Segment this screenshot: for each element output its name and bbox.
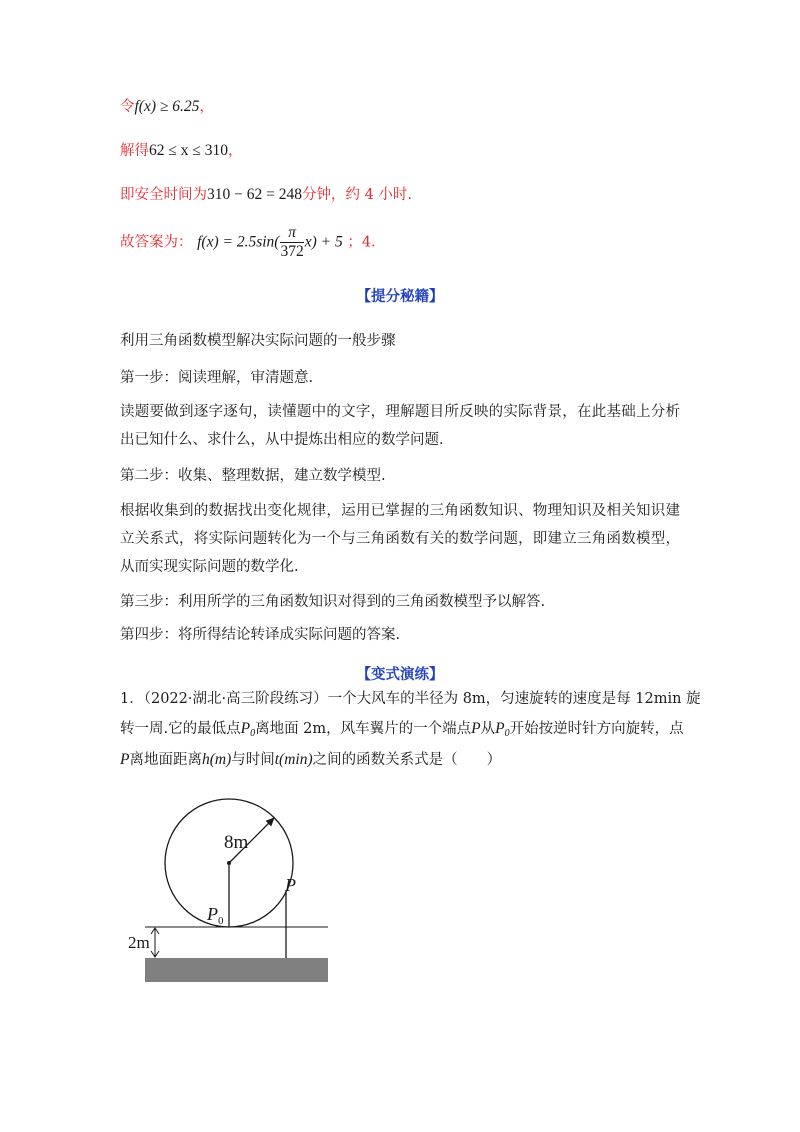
text: 转一周.它的最低点 [120, 721, 241, 737]
text: 离地面距离 [129, 752, 202, 768]
height-variable: h(m) [201, 751, 232, 768]
text: ， [228, 143, 243, 159]
inequality: 62 ≤ x ≤ 310 [149, 142, 229, 159]
text: ， [199, 99, 214, 115]
text: 开始按逆时针方向旋转，点 [509, 721, 684, 737]
solution-line-4 [120, 224, 376, 261]
tips-step-1-desc: 读题要做到逐字逐句，读懂题中的文字，理解题目所反映的实际背景，在此基础上分析出已知什么、求什么，从中提炼出相应的数学问题. [120, 404, 680, 448]
tips-step-2-desc: 根据收集到的数据找出变化规律，运用已掌握的三角函数知识、物理知识及相关知识建立关系式，将实际问题转化为一个与三角函数有关的数学问题，即建立三角函数模型，从而实现实际问题的数学化. [120, 503, 680, 575]
point-p: P [120, 751, 130, 768]
ferris-wheel-figure [125, 792, 335, 992]
tips-step-2: 第二步：收集、整理数据，建立数学模型. [120, 468, 386, 484]
text: 与时间 [231, 752, 275, 768]
point-p0 [495, 720, 509, 737]
point-p-label: P [285, 875, 296, 895]
text: 分钟，约 4 小时. [301, 187, 413, 203]
question-1-line-c [120, 750, 501, 770]
symbol: P [495, 720, 505, 737]
tips-intro: 利用三角函数模型解决实际问题的一般步骤 [120, 333, 396, 349]
fraction [280, 224, 303, 261]
text: 故答案为： [120, 234, 193, 251]
point-p0 [241, 720, 255, 737]
subscript: 0 [250, 728, 256, 739]
text: 解得 [120, 143, 149, 159]
tips-heading: 【提分秘籍】 [356, 288, 444, 305]
text: 之间的函数关系式是（ ） [312, 752, 502, 768]
question-1-line-a: 1．（2022·湖北·高三阶段练习）一个大风车的半径为 8m，匀速旋转的速度是每 12min 旋 [120, 691, 701, 707]
point-p0-symbol: P [207, 904, 218, 924]
inequality: f(x) ≥ 6.25 [134, 98, 200, 115]
ground-block [145, 958, 328, 982]
point-p0-subscript: 0 [218, 915, 224, 927]
radius-label: 8m [224, 832, 249, 853]
tips-step-4: 第四步：将所得结论转译成实际问题的答案. [120, 627, 401, 643]
solution-line-1 [120, 97, 214, 117]
symbol: P [240, 720, 251, 737]
tips-step-1: 第一步：阅读理解，审清题意. [120, 370, 314, 386]
text: ；4. [347, 234, 376, 251]
formula-right: x) + 5 [304, 233, 343, 251]
solution-line-2 [120, 141, 243, 161]
text: 离地面 2m，风车翼片的一个端点 [255, 721, 472, 737]
tips-step-3: 第三步：利用所学的三角函数知识对得到的三角函数模型予以解答. [120, 594, 546, 610]
formula-left: f(x) = 2.5sin( [197, 233, 280, 251]
point-p: P [471, 720, 481, 737]
text: 令 [120, 99, 135, 115]
practice-heading: 【变式演练】 [356, 666, 444, 683]
text: 即安全时间为 [120, 187, 207, 203]
point-p0-label [206, 904, 224, 927]
text: 从 [480, 721, 496, 737]
fraction-numerator: π [280, 224, 303, 243]
subscript: 0 [504, 728, 510, 739]
equation: 310 − 62 = 248 [207, 186, 302, 203]
height-label: 2m [128, 933, 150, 952]
solution-line-3 [120, 185, 412, 205]
time-variable: t(min) [274, 751, 313, 768]
question-1-line-b [120, 719, 684, 744]
fraction-denominator: 372 [280, 243, 304, 260]
